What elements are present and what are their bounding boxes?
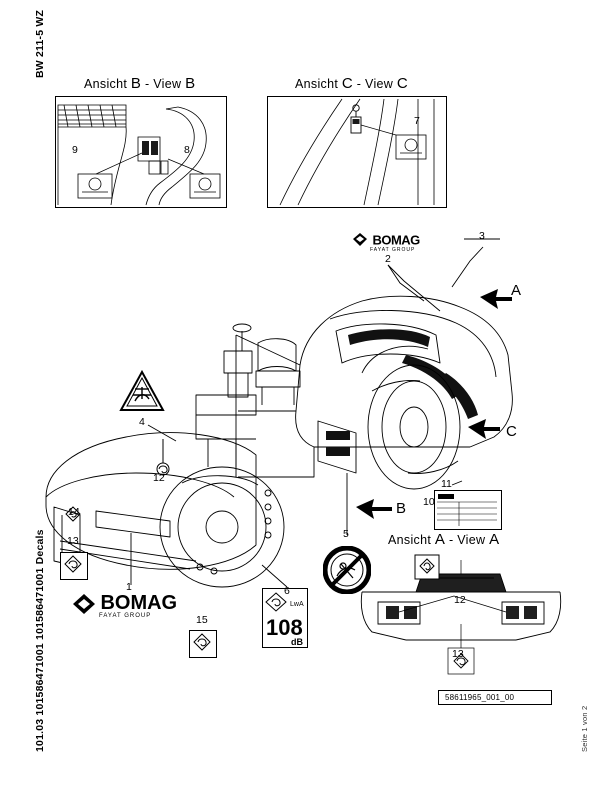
view-a-caption	[388, 531, 499, 548]
hood-brand-name: BOMAG	[372, 232, 420, 248]
noise-level-value: 108	[266, 615, 303, 640]
view-c-sep: -	[356, 77, 362, 91]
view-c-frame	[267, 96, 447, 208]
view-b-sep: -	[144, 77, 150, 91]
callout-11: 11	[441, 478, 452, 490]
view-b-letter-1: B	[130, 75, 142, 92]
callout-7: 7	[414, 115, 420, 127]
decal-15-box	[189, 630, 217, 658]
decal-13-box	[60, 552, 88, 580]
view-b-frame	[55, 96, 227, 208]
machine-title: BW 211-5 WZ	[34, 9, 46, 78]
hood-brand-logo	[352, 231, 420, 253]
view-a-caption-en: View	[457, 533, 486, 547]
view-c-drawing	[268, 97, 446, 207]
view-a-letter-2: A	[489, 531, 500, 548]
data-plate-decal	[434, 490, 502, 530]
view-a-decal-12-box	[414, 554, 440, 580]
machine-brand-name: BOMAG	[100, 592, 178, 614]
hood-brand-sub: FAYAT GROUP	[370, 247, 416, 253]
callout-13: 13	[67, 535, 79, 547]
view-c-letter-1: C	[341, 75, 354, 92]
view-a-letter-1: A	[434, 531, 446, 548]
view-c-caption	[295, 75, 408, 92]
data-plate-lines	[435, 491, 499, 527]
decal-symbol-icon	[61, 553, 85, 577]
view-c-caption-de: Ansicht	[295, 77, 339, 91]
machine-brand-logo	[72, 592, 177, 619]
decal-symbol-icon	[190, 631, 214, 655]
decal-12-symbol	[149, 437, 177, 477]
view-a-drawing	[356, 552, 566, 682]
callout-6: 6	[284, 585, 290, 597]
view-b-caption-de: Ansicht	[84, 77, 128, 91]
bomag-mark-icon	[72, 593, 96, 615]
warning-triangle-decal	[119, 369, 165, 415]
callout-4: 4	[139, 416, 145, 428]
page-footer: Seite 1 von 2	[580, 705, 589, 752]
machine-brand-sub: FAYAT GROUP	[99, 613, 152, 619]
section-letter-a: A	[511, 282, 522, 299]
callout-9: 9	[72, 144, 78, 156]
view-b-letter-2: B	[185, 75, 196, 92]
bomag-mark-icon	[352, 232, 368, 247]
view-b-caption-en: View	[153, 77, 182, 91]
view-b-caption	[84, 75, 195, 92]
callout-10: 10	[423, 496, 435, 508]
noise-level-unit: dB	[291, 637, 303, 647]
callout-5: 5	[343, 528, 349, 540]
view-c-letter-2: C	[396, 75, 409, 92]
view-c-caption-en: View	[365, 77, 394, 91]
drawing-number-box: 58611965_001_00	[438, 690, 552, 705]
part-numbers: 101.03 101586471001 101586471001 Decals	[34, 529, 46, 752]
section-letter-b: B	[396, 500, 407, 517]
callout-3: 3	[479, 230, 485, 242]
view-a-callout-12: 12	[454, 594, 466, 606]
callout-2: 2	[385, 253, 391, 265]
callout-14: 14	[68, 506, 80, 518]
view-a-callout-13: 13	[452, 648, 464, 660]
view-b-drawing	[56, 97, 226, 207]
noise-level-decal	[262, 588, 308, 648]
view-a-sep: -	[448, 533, 454, 547]
section-letter-c: C	[506, 423, 517, 440]
callout-1: 1	[126, 581, 132, 593]
callout-15: 15	[196, 614, 208, 626]
callout-8: 8	[184, 144, 190, 156]
svg-text:LwA: LwA	[290, 601, 304, 608]
view-a-caption-de: Ansicht	[388, 533, 432, 547]
callout-12: 12	[153, 472, 165, 484]
